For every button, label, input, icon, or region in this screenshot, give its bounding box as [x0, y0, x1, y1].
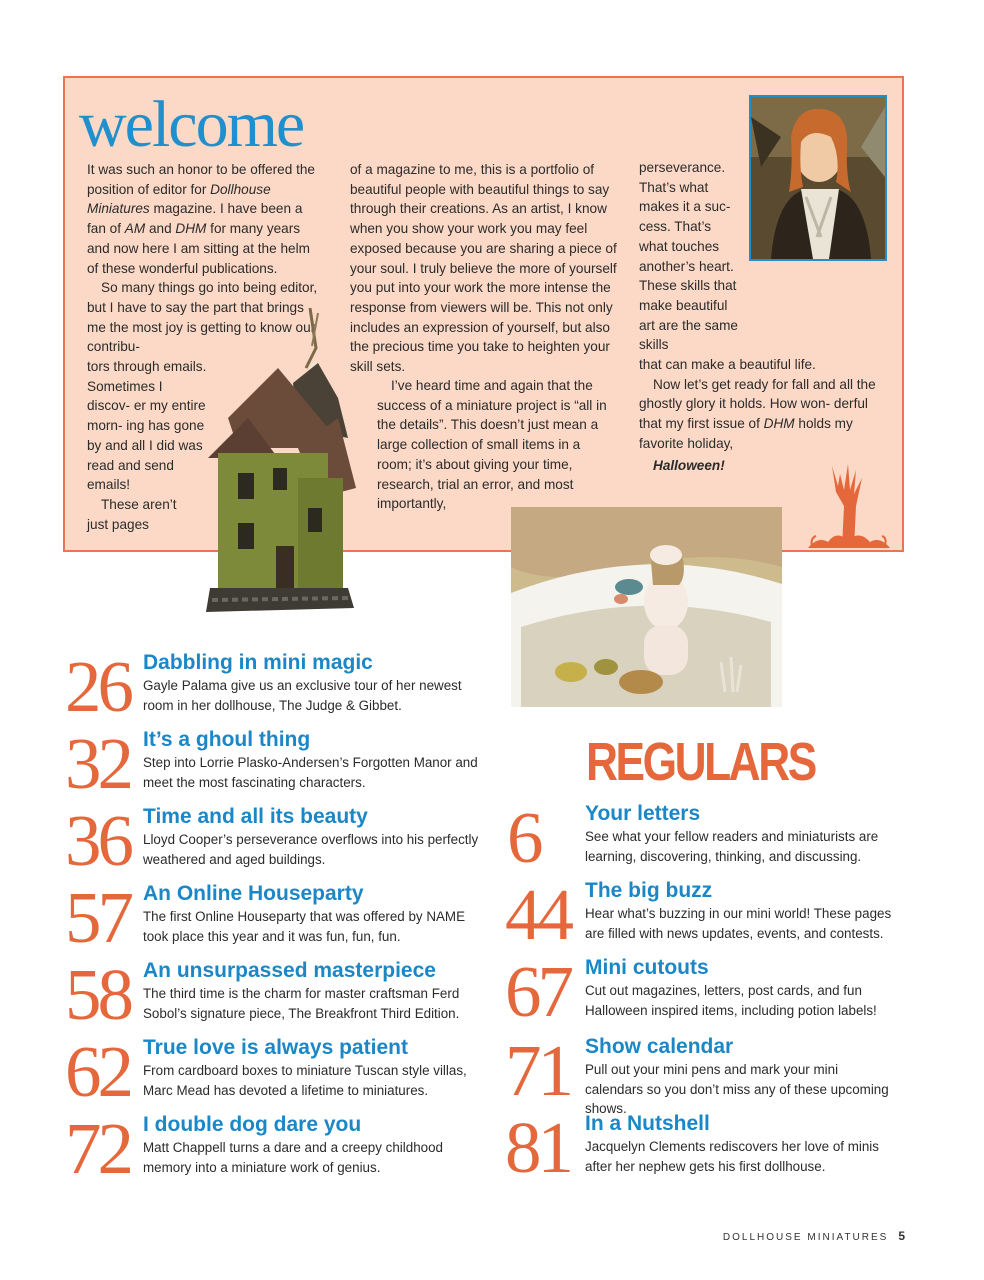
welcome-signoff: Halloween!: [653, 457, 725, 473]
welcome-col2-p2: I’ve heard time and again that the success of a miniature project is “all in the details”. This doesn’t just mean a large collection of small items in a room; it’s about giving your time, research, trial an error, and most importantly,: [377, 378, 607, 512]
regular-page-number: 81: [505, 1107, 570, 1188]
feature-item[interactable]: [65, 800, 485, 881]
feature-page-number: 36: [65, 800, 130, 881]
regular-description: Hear what’s buzzing in our mini world! These pages are filled with news updates, events, and contests.: [585, 906, 892, 941]
feature-item[interactable]: [65, 1031, 485, 1112]
feature-page-number: 57: [65, 877, 130, 958]
regular-description: See what your fellow readers and miniaturists are learning, discovering, thinking, and discussing.: [585, 829, 879, 864]
regular-item[interactable]: [505, 874, 905, 955]
welcome-col1-p4: These aren’t just pages: [87, 496, 177, 532]
regular-item[interactable]: [505, 951, 905, 1032]
feature-item[interactable]: [65, 954, 485, 1035]
page-footer: [723, 1229, 905, 1243]
feature-description: Matt Chappell turns a dare and a creepy childhood memory into a miniature work of genius.: [143, 1140, 443, 1175]
welcome-col-3: [639, 158, 743, 355]
feature-page-number: 32: [65, 723, 130, 804]
footer-magazine-name: DOLLHOUSE MINIATURES: [722, 1232, 889, 1243]
regular-item[interactable]: [505, 1030, 905, 1116]
welcome-col1-p1: It was such an honor to be offered the position of editor for Dollhouse Miniatures magazine. I have been a fan of AM and DHM for many years and now here I am sitting at the helm of these wonderful publications.: [87, 162, 315, 276]
regular-description: Jacquelyn Clements rediscovers her love of minis after her nephew gets his first dollhouse.: [585, 1139, 879, 1174]
footer-page-number: 5: [898, 1229, 905, 1243]
regular-title[interactable]: Mini cutouts: [585, 956, 709, 979]
regular-title[interactable]: In a Nutshell: [585, 1112, 710, 1135]
feature-title[interactable]: An Online Houseparty: [143, 882, 364, 905]
welcome-col-1-narrow: [87, 357, 209, 534]
feature-title[interactable]: It’s a ghoul thing: [143, 728, 311, 751]
regular-page-number: 44: [505, 874, 570, 955]
feature-item[interactable]: [65, 877, 485, 958]
regular-page-number: 67: [505, 951, 570, 1032]
feature-description: The third time is the charm for master craftsman Ferd Sobol’s signature piece, The Breakfront Third Edition.: [143, 986, 460, 1021]
welcome-col-2-b: [377, 376, 607, 514]
welcome-title: welcome: [79, 88, 304, 161]
feature-page-number: 58: [65, 954, 130, 1035]
welcome-col3-p1: perseverance. That’s what makes it a suc- cess. That’s what touches another’s heart. These skills that make beautiful art are the same skills: [639, 160, 738, 353]
regular-item[interactable]: [505, 797, 905, 878]
feature-item[interactable]: [65, 646, 485, 727]
regular-title[interactable]: Show calendar: [585, 1035, 734, 1058]
welcome-col1-p2: So many things go into being editor, but I have to say the part that brings me the most joy is getting to know our contribu-: [87, 280, 318, 355]
feature-title[interactable]: True love is always patient: [143, 1036, 408, 1059]
bathtub-figurine-image: [511, 507, 782, 707]
feature-title[interactable]: Dabbling in mini magic: [143, 651, 373, 674]
welcome-col3-p2: that can make a beautiful life.: [639, 357, 816, 372]
feature-description: The first Online Houseparty that was offered by NAME took place this year and it was fun, fun, fun.: [143, 909, 466, 944]
editor-photo: [749, 95, 887, 261]
feature-title[interactable]: Time and all its beauty: [143, 805, 368, 828]
regular-page-number: 6: [507, 797, 540, 878]
feature-page-number: 26: [65, 646, 130, 727]
feature-item[interactable]: [65, 1108, 485, 1189]
feature-description: Lloyd Cooper’s perseverance overflows into his perfectly weathered and aged buildings.: [143, 832, 479, 867]
zombie-hand-icon: [808, 456, 890, 552]
welcome-col1-p3: tors through emails. Sometimes I discov- er my entire morn- ing has gone by and all I did was read and send emails!: [87, 359, 207, 493]
feature-title[interactable]: An unsurpassed masterpiece: [143, 959, 436, 982]
feature-item[interactable]: [65, 723, 485, 804]
feature-description: From cardboard boxes to miniature Tuscan style villas, Marc Mead has devoted a lifetime to miniatures.: [143, 1063, 467, 1098]
feature-title[interactable]: I double dog dare you: [143, 1113, 362, 1136]
regular-description: Pull out your mini pens and mark your mini calendars so you don’t miss any of these upcoming shows.: [585, 1062, 889, 1116]
welcome-col-2: [350, 160, 620, 377]
haunted-house-image: [198, 308, 358, 620]
feature-page-number: 72: [65, 1108, 130, 1189]
feature-description: Step into Lorrie Plasko-Andersen’s Forgotten Manor and meet the most fascinating characters.: [143, 755, 478, 790]
welcome-col2-p1: of a magazine to me, this is a portfolio of beautiful people with beautiful things to say through their creations. As an artist, I know when you show your work you may feel exposed because you are sharing a piece of your soul. I truly believe the more of yourself you put into your work the more intense the response from viewers will be. This not only includes an expression of yourself, but also the precious time you take to heighten your skill sets.: [350, 162, 617, 375]
welcome-col3-p3: Now let’s get ready for fall and all the ghostly glory it holds. How won- derful that my first issue of DHM holds my favorite holiday,: [639, 376, 876, 451]
feature-page-number: 62: [65, 1031, 130, 1112]
regulars-heading: REGULARS: [586, 732, 815, 792]
regular-title[interactable]: Your letters: [585, 802, 701, 825]
regular-description: Cut out magazines, letters, post cards, and fun Halloween inspired items, including potion labels!: [585, 983, 877, 1018]
regular-title[interactable]: The big buzz: [585, 879, 713, 902]
feature-description: Gayle Palama give us an exclusive tour of her newest room in her dollhouse, The Judge & Gibbet.: [143, 678, 462, 713]
regular-item[interactable]: [505, 1107, 905, 1188]
regular-page-number: 71: [505, 1030, 570, 1111]
